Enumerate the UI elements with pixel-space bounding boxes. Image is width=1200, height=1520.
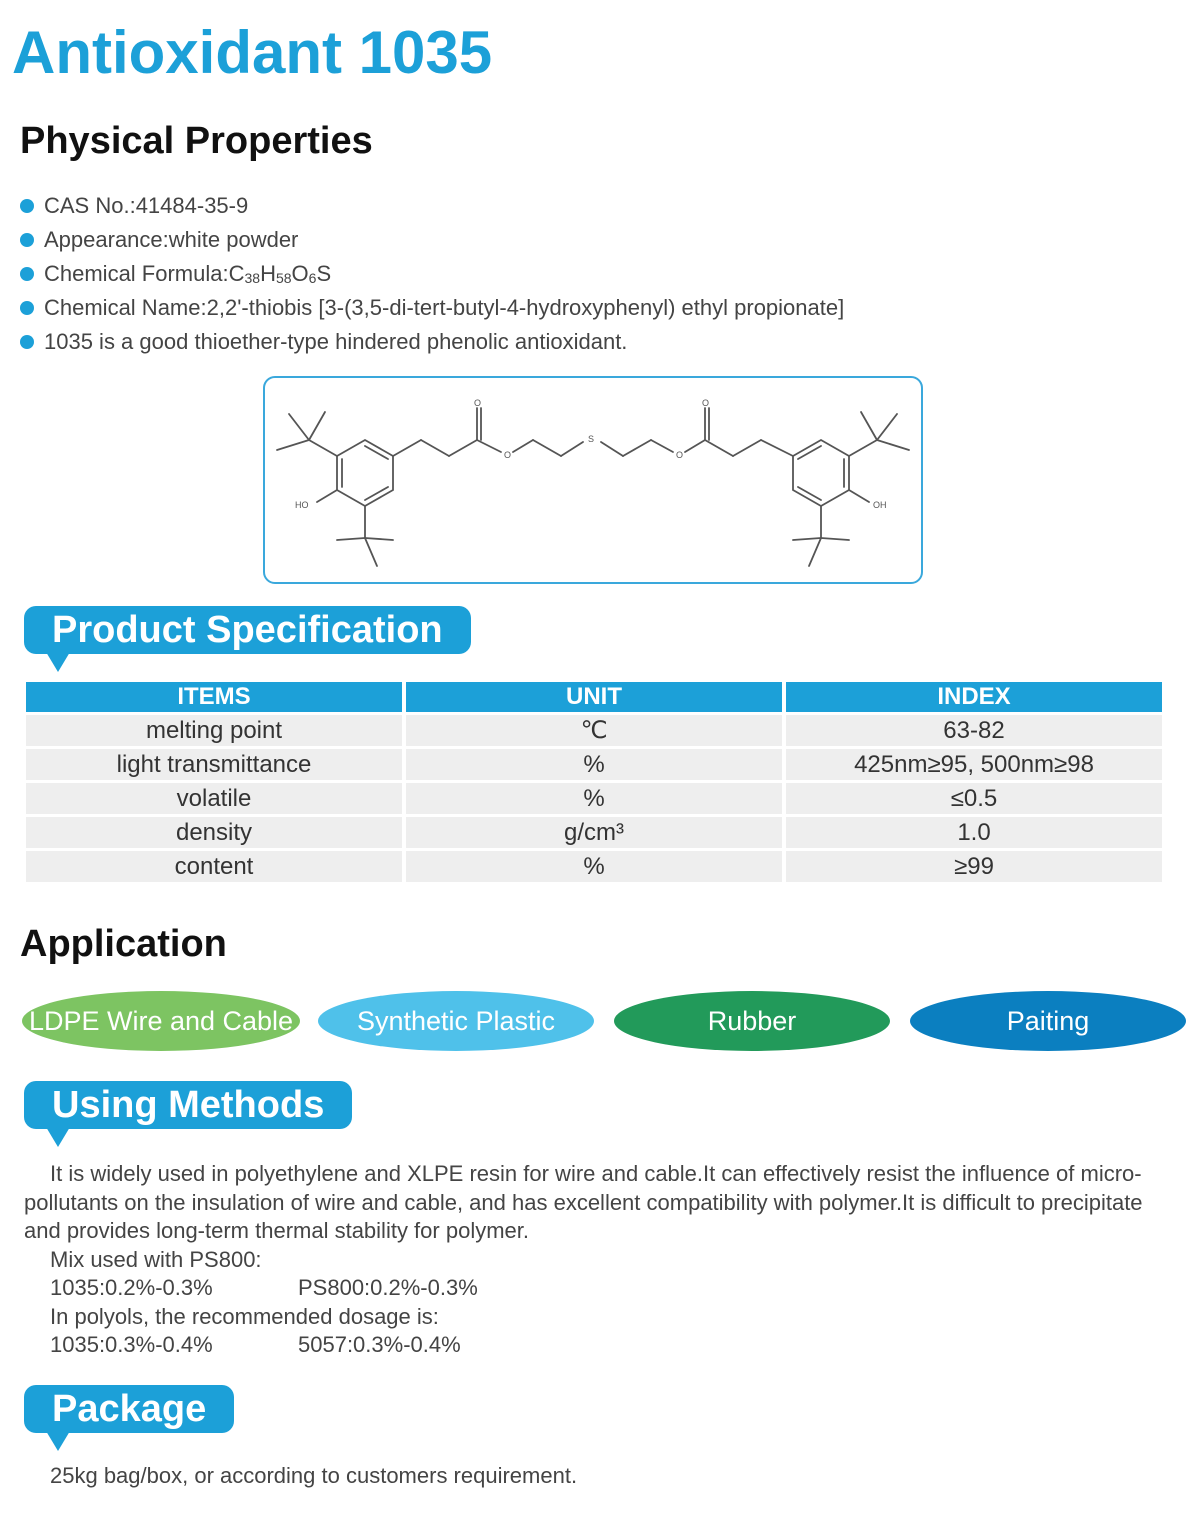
polyol-dosage xyxy=(24,1331,1174,1360)
physical-properties-heading: Physical Properties xyxy=(20,120,373,162)
tag-pointer-icon xyxy=(46,1431,70,1451)
structure-label: OH xyxy=(873,500,887,510)
tag-pointer-icon xyxy=(46,1127,70,1147)
tag-pointer-icon xyxy=(46,652,70,672)
list-item xyxy=(20,291,844,325)
structure-label: HO xyxy=(295,500,309,510)
cas-number: CAS No.:41484-35-9 xyxy=(44,193,249,218)
chemical-structure-box xyxy=(263,376,923,584)
application-pill-ldpe xyxy=(22,991,300,1051)
appearance: Appearance:white powder xyxy=(44,227,299,252)
chemical-formula: Chemical $Formula:C_{38}H_{58}O_6S$ xyxy=(44,261,332,286)
polyol-label: In polyols, the recommended dosage is: xyxy=(50,1303,439,1329)
table-cell: content xyxy=(26,851,402,882)
list-item xyxy=(20,223,844,257)
bullet-icon xyxy=(20,335,34,349)
using-methods-tag xyxy=(24,1081,352,1129)
table-row xyxy=(26,715,1162,746)
using-methods-text xyxy=(24,1160,1174,1360)
table-cell: % xyxy=(406,851,782,882)
physical-properties-list xyxy=(20,189,844,359)
table-cell: density xyxy=(26,817,402,848)
application-pill-label: Synthetic Plastic xyxy=(356,1005,556,1036)
chemical-name: Chemical Name:2,2'-thiobis [3-(3,5-di-tert-butyl-4-hydroxyphenyl) ethyl propionate] xyxy=(44,295,845,320)
bullet-icon xyxy=(20,199,34,213)
methods-paragraph: It is widely used in polyethylene and XLPE resin for wire and cable.It can effectively resist the influence of micro-pollutants on the insulation of wire and cable, and has excellent compatibility with polymer.It is difficult to precipitate and provides long-term thermal stability for polymer. xyxy=(24,1161,1143,1243)
product-specification-heading: Product Specification xyxy=(52,609,443,651)
table-cell: volatile xyxy=(26,783,402,814)
structure-label: O xyxy=(702,398,710,408)
bullet-icon xyxy=(20,301,34,315)
page-title: Antioxidant 1035 xyxy=(12,19,493,86)
chemical-structure-icon xyxy=(265,378,921,582)
table-cell: melting point xyxy=(26,715,402,746)
dosage-value: 5057:0.3%-0.4% xyxy=(298,1332,461,1357)
table-row xyxy=(26,749,1162,780)
table-cell: ℃ xyxy=(406,715,782,746)
mix-dosage xyxy=(24,1274,1174,1303)
table-header-row xyxy=(26,682,1162,712)
table-cell: 1.0 xyxy=(786,817,1162,848)
application-heading: Application xyxy=(20,923,227,965)
application-pill-label: Paiting xyxy=(1006,1005,1090,1036)
package-text: 25kg bag/box, or according to customers requirement. xyxy=(50,1463,578,1488)
dosage-value: 1035:0.3%-0.4% xyxy=(50,1332,213,1357)
list-item xyxy=(20,325,844,359)
column-header: UNIT xyxy=(406,682,782,712)
bullet-icon xyxy=(20,267,34,281)
application-pill-synthetic-plastic xyxy=(318,991,594,1051)
table-cell: ≥99 xyxy=(786,851,1162,882)
structure-label: S xyxy=(588,434,595,444)
structure-label: O xyxy=(474,398,482,408)
specification-table xyxy=(22,679,1166,885)
table-cell: % xyxy=(406,749,782,780)
package-tag xyxy=(24,1385,234,1433)
table-row xyxy=(26,851,1162,882)
list-item xyxy=(20,257,844,291)
column-header: INDEX xyxy=(786,682,1162,712)
structure-label: O xyxy=(504,450,512,460)
list-item xyxy=(20,189,844,223)
structure-label: O xyxy=(676,450,684,460)
table-cell: 63-82 xyxy=(786,715,1162,746)
dosage-value: 1035:0.2%-0.3% xyxy=(50,1275,213,1300)
mix-label: Mix used with PS800: xyxy=(50,1246,262,1272)
application-pill-rubber xyxy=(614,991,890,1051)
dosage-value: PS800:0.2%-0.3% xyxy=(298,1275,478,1300)
table-cell: g/cm³ xyxy=(406,817,782,848)
table-row xyxy=(26,817,1162,848)
bullet-icon xyxy=(20,233,34,247)
description: 1035 is a good thioether-type hindered phenolic antioxidant. xyxy=(44,329,628,354)
table-cell: ≤0.5 xyxy=(786,783,1162,814)
table-cell: light transmittance xyxy=(26,749,402,780)
application-pill-label: Rubber xyxy=(707,1005,797,1036)
using-methods-heading: Using Methods xyxy=(52,1084,325,1126)
application-pill-paiting xyxy=(910,991,1186,1051)
table-cell: 425nm≥95, 500nm≥98 xyxy=(786,749,1162,780)
column-header: ITEMS xyxy=(26,682,402,712)
product-specification-tag xyxy=(24,606,471,654)
table-cell: % xyxy=(406,783,782,814)
application-pill-label: LDPE Wire and Cable xyxy=(28,1005,294,1036)
package-heading: Package xyxy=(52,1388,207,1430)
table-row xyxy=(26,783,1162,814)
